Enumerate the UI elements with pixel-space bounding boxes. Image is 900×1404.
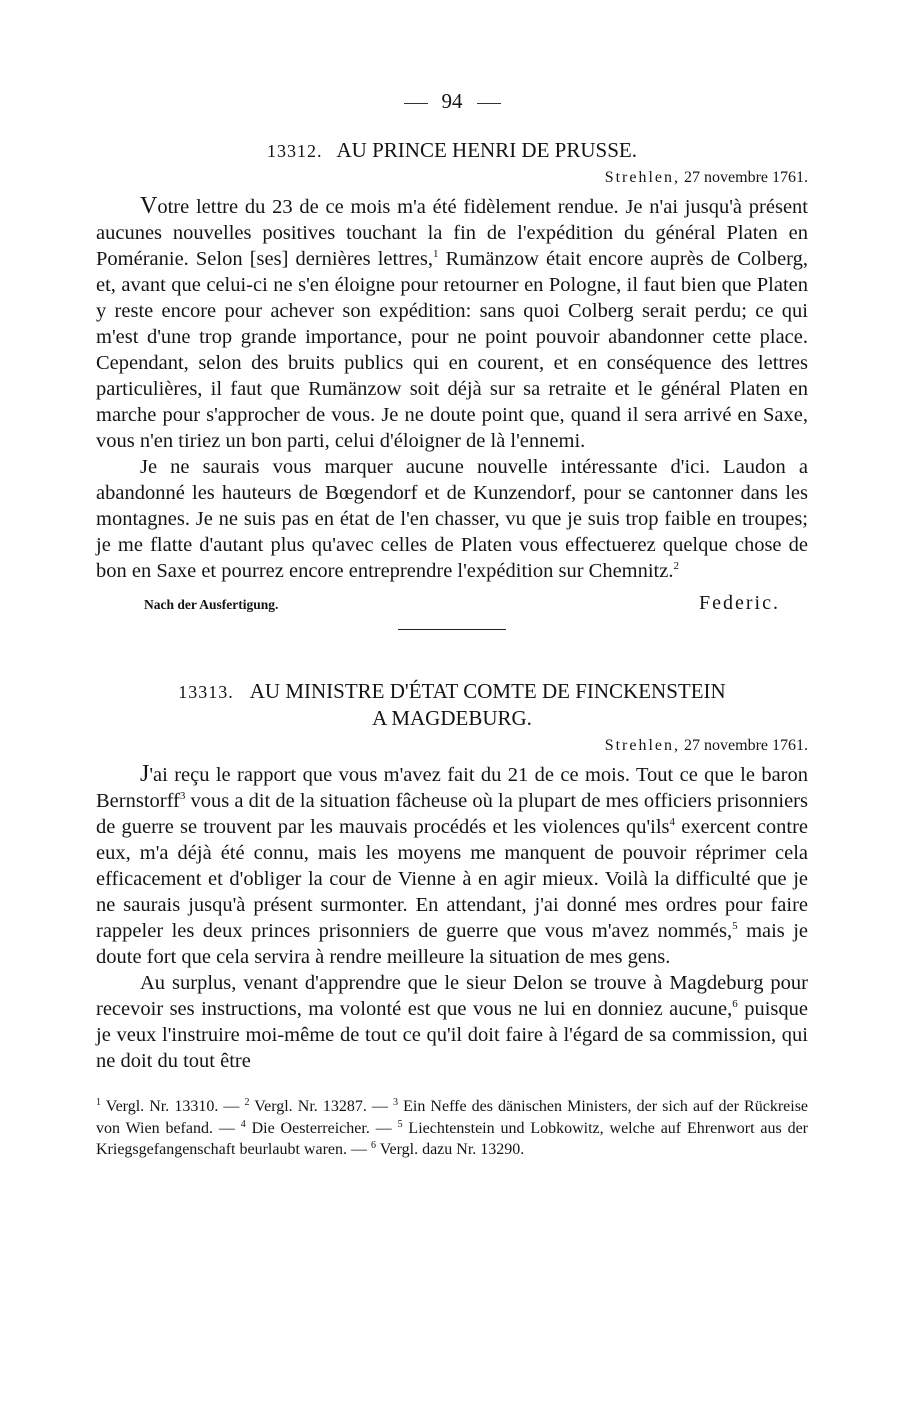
- letter-date: 27 novembre 1761.: [684, 169, 808, 186]
- footnote-number: 3: [393, 1097, 399, 1108]
- footnote-text: Vergl. Nr. 13287. —: [249, 1098, 394, 1115]
- source-note: Nach der Ausfertigung.: [144, 597, 279, 612]
- footnote-text: Vergl. Nr. 13310. —: [101, 1098, 245, 1115]
- footnote-number: 5: [397, 1118, 403, 1130]
- footnote-text: Vergl. dazu Nr. 13290.: [376, 1141, 525, 1158]
- paragraph-text: puisque je veux l'instruire moi-même de tout ce qu'il doit faire à l'égard de sa commission, qui ne doit du tout être: [96, 998, 808, 1072]
- footnote-text: Liechtenstein und Lobkowitz, welche auf Ehrenwort aus der Kriegsgefangenschaft beurlaubt waren. —: [96, 1119, 809, 1158]
- footnote-marker: 2: [673, 560, 679, 572]
- paragraph-text: Je ne saurais vous marquer aucune nouvelle intéressante d'ici. Laudon a abandonné les hauteurs de Bœgendorf et de Kunzendorf, pour se cantonner dans les montagnes. Je ne suis pas en état de l'en chasser, vu que je suis trop faible en troupes; je me flatte d'autant plus qu'avec celles de Platen vous effectuerez quelque chose de bon en Saxe et pourrez encore entreprendre l'expédition sur Chemnitz.: [96, 456, 808, 582]
- letter-date: 27 novembre 1761.: [684, 737, 808, 754]
- footnotes: [96, 1096, 808, 1161]
- dash-left: [404, 103, 428, 104]
- footnote-marker: 3: [179, 790, 186, 802]
- paragraph-text: exercent contre eux, m'a déjà été connu, mais les moyens me manquent de pouvoir réprimer cela efficacement et d'obliger la cour de Vienne à en agir mieux. Voilà la difficulté que je ne saurais jusqu'à présent surmonter. En attendant, j'ai donné mes ordres pour faire rappeler les deux princes prisonniers de guerre que vous m'avez nommés,: [96, 816, 808, 942]
- paragraph-text: Au surplus, venant d'apprendre que le sieur Delon se trouve à Magdeburg pour recevoir ses instructions, ma volonté est que vous ne lui en donniez aucune,: [96, 972, 808, 1020]
- page-number-line: [96, 86, 808, 116]
- letter-title: AU PRINCE HENRI DE PRUSSE.: [336, 138, 637, 162]
- letter-title-line2: A MAGDEBURG.: [372, 706, 532, 730]
- signature-row: [96, 592, 808, 615]
- paragraph-text: mais je doute fort que cela servira à rendre meilleure la situation de mes gens.: [96, 920, 809, 968]
- letter-number: 13312.: [267, 141, 323, 161]
- document-page: [96, 86, 808, 1161]
- letter-paragraph: [96, 761, 808, 970]
- letter-heading: [96, 138, 808, 163]
- footnote-marker: 5: [732, 920, 738, 932]
- footnote-number: 1: [96, 1097, 101, 1108]
- letter-heading: [96, 678, 808, 731]
- footnote-text: Ein Neffe des dänischen Ministers, der sich auf der Rückreise von Wien befand. —: [96, 1098, 809, 1137]
- letter-place: Strehlen,: [604, 169, 681, 186]
- letter-title: AU MINISTRE D'ÉTAT COMTE DE FINCKENSTEIN: [249, 679, 726, 703]
- dash-right: [477, 103, 501, 104]
- letter-paragraph: [96, 454, 808, 584]
- letter-number: 13313.: [178, 682, 234, 702]
- footnote-text: Die Oesterreicher. —: [245, 1119, 398, 1137]
- paragraph-text: 'ai reçu le rapport que vous m'avez fait du 21 de ce mois. Tout ce que le baron Bernstorff: [96, 764, 808, 812]
- footnote-marker: 6: [732, 998, 738, 1010]
- footnote-marker: 1: [432, 248, 439, 260]
- paragraph-text: vous a dit de la situation fâcheuse où la plupart de mes officiers prisonniers de guerre se trouvent par les mauvais procédés et les violences qu'ils: [96, 790, 808, 838]
- footnote-number: 6: [371, 1140, 376, 1151]
- initial-letter: J: [140, 761, 150, 787]
- section-divider: [398, 629, 506, 630]
- letter-dateline: [96, 735, 808, 757]
- paragraph-text: Rumänzow était encore auprès de Colberg, et, avant que celui-ci ne s'en éloigne pour retourner en Pologne, il faut bien que Platen y reste encore pour achever son expédition: sans quoi Colberg serait perdu; ce qui m'est d'une trop grande importance, pour ne point pouvoir abandonner cette place. Cependant, selon des bruits publics qui en courent, et en conséquence des lettres particulières, il faut que Rumänzow soit déjà sur sa retraite et le général Platen en marche pour s'approcher de vous. Je ne doute point que, quand il sera arrivé en Saxe, vous n'en tiriez un bon parti, celui d'éloigner de là l'ennemi.: [96, 248, 809, 452]
- footnote-number: 4: [240, 1118, 246, 1130]
- footnote-marker: 4: [669, 816, 676, 828]
- signature: Federic.: [699, 592, 780, 614]
- initial-letter: V: [140, 193, 158, 219]
- page-number: 94: [441, 89, 463, 113]
- paragraph-text: otre lettre du 23 de ce mois m'a été fidèlement rendue. Je n'ai jusqu'à présent aucunes nouvelles positives touchant la fin de l'expédition du général Platen en Poméranie. Selon [ses] dernières lettres,: [96, 196, 808, 270]
- letter-dateline: [96, 167, 808, 189]
- footnote-number: 2: [244, 1097, 250, 1108]
- letter-paragraph: [96, 970, 808, 1074]
- letter-paragraph: [96, 193, 808, 454]
- letter-place: Strehlen,: [604, 737, 681, 754]
